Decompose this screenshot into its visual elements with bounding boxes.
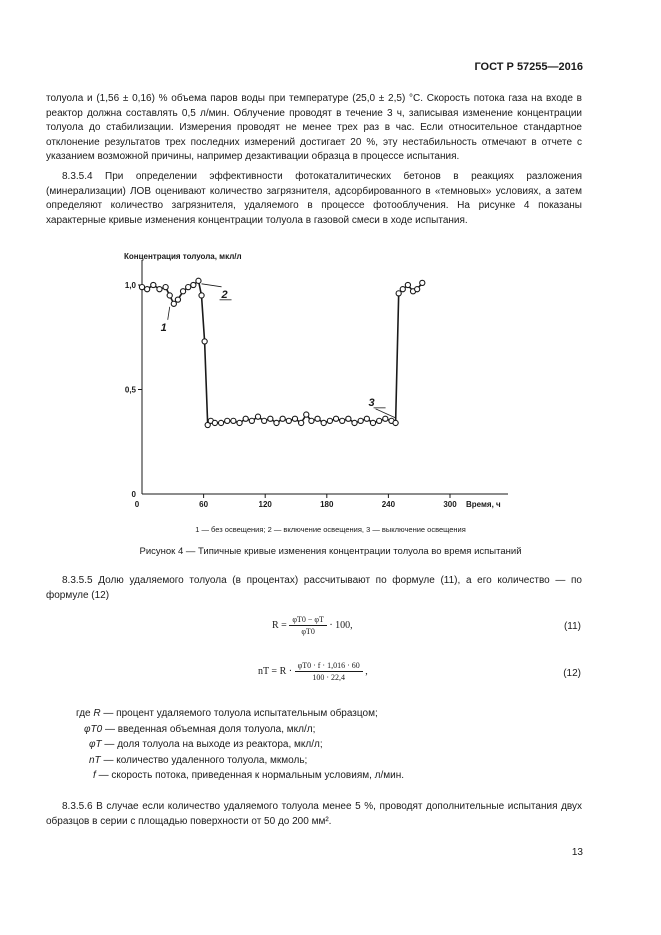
x-tick-label: 300 bbox=[443, 500, 457, 509]
data-point bbox=[280, 416, 285, 421]
concentration-line bbox=[142, 281, 422, 425]
definition-prefix: где bbox=[76, 708, 91, 719]
toluene-concentration-chart bbox=[0, 240, 661, 525]
data-point bbox=[274, 420, 279, 425]
data-point bbox=[333, 416, 338, 421]
data-point bbox=[383, 416, 388, 421]
data-point bbox=[196, 278, 201, 283]
data-point bbox=[321, 420, 326, 425]
data-point bbox=[180, 289, 185, 294]
data-point bbox=[315, 416, 320, 421]
paragraph-8-3-5-6: 8.3.5.6 В случае если количество удаляемого толуола менее 5 %, проводят дополнительные испытания двух образцов в серии с площадью поверхности от 50 до 200 мм². bbox=[46, 801, 582, 827]
formula-11-lhs: R = bbox=[272, 619, 287, 631]
definition-text: — введенная объемная доля толуола, мкл/л; bbox=[104, 723, 316, 735]
data-point bbox=[393, 420, 398, 425]
data-point bbox=[171, 301, 176, 306]
definition-text: — доля толуола на выходе из реактора, мкл/л; bbox=[104, 739, 323, 750]
y-tick-label: 0,5 bbox=[124, 385, 136, 395]
formula-11-fraction bbox=[289, 615, 327, 636]
data-point bbox=[218, 420, 223, 425]
formula-11 bbox=[272, 615, 353, 636]
annotation-label: 2 bbox=[221, 288, 228, 301]
data-point bbox=[225, 418, 230, 423]
formula-12-denominator: 100 · 22,4 bbox=[312, 673, 345, 682]
definition-row bbox=[93, 770, 404, 781]
definition-symbol: R bbox=[93, 708, 101, 719]
data-point bbox=[396, 291, 401, 296]
data-point bbox=[309, 418, 314, 423]
data-point bbox=[255, 414, 260, 419]
data-point bbox=[249, 418, 254, 423]
data-point bbox=[358, 418, 363, 423]
annotation-leader bbox=[168, 307, 170, 320]
x-axis-title: Время, ч bbox=[466, 500, 501, 509]
formula-11-numerator: φT0 − φT bbox=[289, 615, 327, 626]
annotation-leader bbox=[202, 284, 222, 287]
y-tick-label: 0 bbox=[131, 490, 136, 499]
definition-row bbox=[84, 724, 315, 735]
x-tick-label: 120 bbox=[258, 500, 272, 509]
annotation-label: 3 bbox=[368, 396, 375, 409]
data-point bbox=[340, 418, 345, 423]
data-point bbox=[202, 339, 207, 344]
definition-symbol: φT bbox=[89, 739, 102, 750]
data-point bbox=[175, 297, 180, 302]
data-point bbox=[191, 282, 196, 287]
data-point bbox=[405, 282, 410, 287]
x-tick-label: 180 bbox=[320, 500, 334, 509]
data-point bbox=[199, 293, 204, 298]
definition-row bbox=[89, 739, 323, 750]
formula-11-tail: · 100, bbox=[329, 619, 353, 631]
data-point bbox=[286, 418, 291, 423]
data-point bbox=[163, 284, 168, 289]
definition-row bbox=[76, 708, 378, 719]
formula-11-denominator: φT0 bbox=[301, 627, 315, 636]
data-point bbox=[420, 280, 425, 285]
data-point bbox=[327, 418, 332, 423]
data-point bbox=[377, 418, 382, 423]
data-point bbox=[231, 418, 236, 423]
formula-12-tail: , bbox=[365, 665, 368, 677]
definition-text: — процент удаляемого толуола испытательным образцом; bbox=[103, 708, 378, 719]
data-point bbox=[157, 287, 162, 292]
definition-symbol: f bbox=[93, 770, 96, 781]
paragraph-8-3-5-5: 8.3.5.5 Долю удаляемого толуола (в процентах) рассчитывают по формуле (11), а его количество — по формуле (12) bbox=[46, 575, 582, 601]
figure-legend: 1 — без освещения; 2 — включение освещения, 3 — выключение освещения bbox=[195, 525, 466, 534]
data-point bbox=[304, 412, 309, 417]
data-point bbox=[346, 416, 351, 421]
annotation-label: 1 bbox=[160, 321, 167, 334]
data-point bbox=[415, 287, 420, 292]
data-point bbox=[212, 420, 217, 425]
x-tick-label: 240 bbox=[381, 500, 396, 509]
data-point bbox=[299, 420, 304, 425]
data-point bbox=[292, 416, 297, 421]
formula-12 bbox=[258, 661, 368, 682]
y-tick-label: 1,0 bbox=[124, 281, 136, 290]
figure-caption: Рисунок 4 — Типичные кривые изменения концентрации толуола во время испытаний bbox=[139, 546, 522, 557]
data-point bbox=[186, 284, 191, 289]
formula-12-lhs: nT = R · bbox=[258, 665, 293, 677]
data-point bbox=[237, 420, 242, 425]
y-axis-title: Концентрация толуола, мкл/л bbox=[124, 252, 242, 261]
definition-text: — скорость потока, приведенная к нормальным условиям, л/мин. bbox=[98, 770, 405, 781]
page-number: 13 bbox=[571, 847, 583, 858]
data-point bbox=[370, 420, 375, 425]
data-point bbox=[139, 284, 144, 289]
data-point bbox=[400, 287, 405, 292]
data-point bbox=[262, 418, 267, 423]
definition-row bbox=[89, 755, 307, 766]
x-tick-label: 0 bbox=[134, 500, 140, 509]
paragraph-8-3-5-4: 8.3.5.4 При определении эффективности фотокаталитических бетонов в реакциях разложения (минерализации) ЛОВ оценивают количество загрязнителя, адсорбированного в «темновых» условиях, а затем определяют количество загрязнителя, удаляемого в процессе фотооблучения. На рисунке 4 показаны характерные кривые изменения концентрации толуола в газовой смеси в ходе испытания. bbox=[46, 171, 582, 226]
x-tick-label: 60 bbox=[199, 500, 209, 509]
definition-symbol: φT0 bbox=[84, 723, 103, 735]
formula-12-fraction bbox=[295, 661, 363, 682]
data-point bbox=[167, 293, 172, 298]
data-point bbox=[145, 287, 150, 292]
data-point bbox=[364, 416, 369, 421]
definition-symbol: nT bbox=[89, 754, 101, 766]
formula-11-number: (11) bbox=[563, 621, 581, 632]
data-point bbox=[352, 420, 357, 425]
data-point bbox=[243, 416, 248, 421]
standard-header: ГОСТ Р 57255—2016 bbox=[474, 61, 583, 73]
formula-12-numerator: φT0 · f · 1,016 · 60 bbox=[295, 661, 363, 672]
formula-12-number: (12) bbox=[563, 668, 581, 679]
data-point bbox=[268, 416, 273, 421]
data-point bbox=[151, 282, 156, 287]
paragraph-intro: толуола и (1,56 ± 0,16) % объема паров воды при температуре (25,0 ± 2,5) °С. Скорость потока газа на входе в реактор должна составлять 0,5 л/мин. Облучение проводят в течение 3 ч, записывая изменение концентрации толуола до стабилизации. Измерения проводят не менее трех раз в час. Если относительное стандартное отклонение результатов трех последних измерений достигает 20 %, эту нестабильность отмечают в отчете с указанием возможной причины, например дезактивации образца в процессе испытания. bbox=[46, 93, 582, 163]
definition-text: — количество удаленного толуола, мкмоль; bbox=[103, 754, 308, 766]
